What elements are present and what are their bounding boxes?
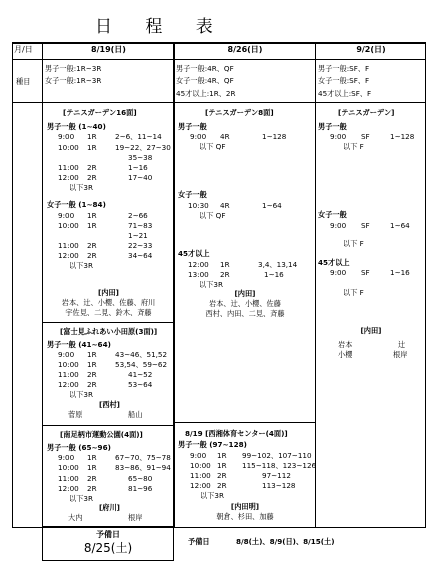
reserve-note-dates: 8/8(土)、8/9(日)、8/15(土): [236, 537, 335, 546]
time-cell: 12:00: [58, 251, 79, 260]
round-cell: 2R: [87, 484, 97, 493]
followup-note: 以下3R: [69, 494, 93, 503]
event-col3-3: 45才以上:SF、F: [318, 89, 372, 98]
staff-names: 宇佐見、二見、鈴木、斉藤: [65, 308, 152, 317]
venue-heading: [テニスガーデン]: [338, 108, 395, 117]
time-cell: 11:00: [58, 241, 79, 250]
staff-name: 菅原: [68, 410, 83, 419]
draw-cell: 97~112: [262, 471, 291, 480]
draw-cell: 53,54、59~62: [115, 360, 168, 369]
reserve-day-label: 予備日: [96, 530, 120, 539]
draw-cell: 2~66: [128, 211, 148, 220]
reserve-day-date: 8/25(土): [83, 541, 133, 555]
draw-cell: 1~64: [262, 201, 282, 210]
draw-cell: 1~21: [128, 231, 148, 240]
time-cell: 12:00: [58, 380, 79, 389]
header-divider: [12, 59, 426, 60]
table-top-border: [12, 42, 426, 44]
draw-cell: 19~22、27~30: [115, 143, 171, 152]
followup-note: 以下 F: [343, 142, 364, 151]
round-cell: 1R: [220, 260, 230, 269]
time-cell: 9:00: [58, 453, 75, 462]
time-cell: 10:00: [58, 221, 79, 230]
followup-note: 以下 QF: [199, 211, 226, 220]
round-cell: 4R: [220, 132, 230, 141]
column-divider-2: [315, 42, 316, 527]
round-cell: 1R: [87, 453, 97, 462]
draw-cell: 35~38: [128, 153, 153, 162]
reserve-day-box: [42, 526, 174, 561]
staff-label: [内田]: [360, 326, 382, 335]
event-col2-2: 女子一般:4R、QF: [176, 76, 234, 85]
draw-cell: 1~16: [390, 268, 410, 277]
round-cell: SF: [361, 132, 370, 141]
followup-note: 以下3R: [69, 390, 93, 399]
staff-name: 辻: [398, 340, 406, 349]
time-cell: 11:00: [58, 474, 79, 483]
staff-name: 岩本: [338, 340, 353, 349]
draw-cell: 1~128: [262, 132, 287, 141]
draw-cell: 41~52: [128, 370, 153, 379]
draw-cell: 1~16: [264, 270, 284, 279]
draw-cell: 81~96: [128, 484, 153, 493]
time-cell: 9:00: [190, 451, 207, 460]
staff-names: 岩本、辻、小櫻、佐藤: [209, 299, 281, 308]
category-heading: 男子一般 (97~128): [178, 440, 247, 449]
section-divider: [43, 322, 173, 323]
round-cell: SF: [361, 221, 370, 230]
draw-cell: 115~118、123~126: [242, 461, 317, 470]
staff-name: 大内: [68, 513, 83, 522]
time-cell: 9:00: [190, 132, 207, 141]
time-cell: 11:00: [190, 471, 211, 480]
round-cell: SF: [361, 268, 370, 277]
column-divider-1: [173, 42, 175, 527]
round-cell: 1R: [87, 221, 97, 230]
venue-heading: [テニスガーデン16面]: [63, 108, 137, 117]
time-cell: 13:00: [188, 270, 209, 279]
staff-label: [西村]: [99, 400, 120, 409]
reserve-note-label: 予備日: [188, 537, 210, 546]
round-cell: 2R: [87, 380, 97, 389]
events-label: 種目: [16, 77, 31, 86]
time-cell: 11:00: [58, 163, 79, 172]
page-title: 日 程 表: [95, 17, 227, 37]
venue-heading: 8/19 [西湘体育センター(4面)]: [185, 429, 288, 438]
event-col1-2: 女子一般:1R~3R: [45, 76, 102, 85]
date-header-3: 9/2(日): [356, 45, 386, 54]
time-cell: 12:00: [190, 481, 211, 490]
staff-label: [内田]: [98, 288, 119, 297]
table-right-border: [425, 42, 426, 527]
draw-cell: 43~46、51,52: [115, 350, 168, 359]
time-cell: 9:00: [58, 350, 75, 359]
draw-cell: 71~83: [128, 221, 153, 230]
round-cell: 1R: [217, 461, 227, 470]
round-cell: 1R: [87, 132, 97, 141]
round-cell: 1R: [87, 211, 97, 220]
event-col2-3: 45才以上:1R、2R: [176, 89, 236, 98]
followup-note: 以下3R: [199, 280, 223, 289]
time-cell: 10:00: [58, 143, 79, 152]
draw-cell: 2~6、11~14: [115, 132, 162, 141]
round-cell: 1R: [87, 143, 97, 152]
label-column-divider: [42, 42, 43, 527]
followup-note: 以下 QF: [199, 142, 226, 151]
staff-label: [府川]: [99, 503, 120, 512]
section-divider: [43, 425, 173, 426]
event-col3-2: 女子一般:SF、F: [318, 76, 370, 85]
draw-cell: 113~128: [262, 481, 296, 490]
draw-cell: 65~80: [128, 474, 153, 483]
round-cell: 2R: [87, 474, 97, 483]
category-heading: 女子一般: [318, 210, 347, 219]
staff-name: 小櫻: [338, 350, 353, 359]
followup-note: 以下3R: [69, 183, 93, 192]
event-col3-1: 男子一般:SF、F: [318, 64, 370, 73]
round-cell: 2R: [217, 481, 227, 490]
staff-names: 西村、内田、二見、斉藤: [205, 309, 285, 318]
staff-name: 根岸: [393, 350, 408, 359]
draw-cell: 34~64: [128, 251, 153, 260]
round-cell: 2R: [87, 173, 97, 182]
date-header-2: 8/26(日): [227, 45, 263, 54]
time-cell: 9:00: [330, 268, 347, 277]
round-cell: 1R: [87, 360, 97, 369]
draw-cell: 67~70、75~78: [115, 453, 171, 462]
time-cell: 12:00: [188, 260, 209, 269]
staff-label: [内田]: [234, 289, 256, 298]
category-heading: 男子一般 (65~96): [47, 443, 111, 452]
category-heading: 女子一般: [178, 190, 207, 199]
table-left-border: [12, 42, 13, 527]
time-cell: 9:00: [58, 211, 75, 220]
category-heading: 男子一般 (1~40): [47, 122, 106, 131]
events-divider: [12, 102, 426, 103]
category-heading: 男子一般 (41~64): [47, 340, 111, 349]
section-divider: [174, 422, 315, 423]
event-col1-1: 男子一般:1R~3R: [45, 64, 102, 73]
corner-label: 月/日: [14, 45, 33, 54]
staff-names: 岩本、辻、小櫻、佐藤、府川: [61, 298, 156, 307]
date-header-1: 8/19(日): [91, 45, 126, 54]
time-cell: 11:00: [58, 370, 79, 379]
category-heading: 男子一般: [178, 122, 207, 131]
time-cell: 10:00: [58, 360, 79, 369]
round-cell: 2R: [87, 163, 97, 172]
time-cell: 10:00: [58, 463, 79, 472]
venue-heading: [富士見ふれあい小田原(3面)]: [60, 327, 158, 336]
round-cell: 2R: [220, 270, 230, 279]
time-cell: 10:30: [188, 201, 209, 210]
event-col2-1: 男子一般:4R、QF: [176, 64, 234, 73]
staff-name: 根岸: [128, 513, 143, 522]
staff-label: [内田明]: [230, 502, 260, 511]
time-cell: 12:00: [58, 484, 79, 493]
draw-cell: 1~64: [390, 221, 410, 230]
round-cell: 2R: [87, 241, 97, 250]
time-cell: 9:00: [330, 132, 347, 141]
staff-name: 船山: [128, 410, 143, 419]
round-cell: 4R: [220, 201, 230, 210]
draw-cell: 99~102、107~110: [242, 451, 312, 460]
category-heading: 45才以上: [318, 258, 350, 267]
round-cell: 2R: [87, 370, 97, 379]
venue-heading: [南足柄市運動公園(4面)]: [60, 430, 143, 439]
followup-note: 以下3R: [69, 261, 93, 270]
followup-note: 以下 F: [343, 239, 364, 248]
round-cell: 2R: [87, 251, 97, 260]
time-cell: 9:00: [330, 221, 347, 230]
followup-note: 以下3R: [200, 491, 224, 500]
time-cell: 9:00: [58, 132, 75, 141]
draw-cell: 1~16: [128, 163, 148, 172]
category-heading: 女子一般 (1~84): [47, 200, 106, 209]
draw-cell: 83~86、91~94: [115, 463, 171, 472]
draw-cell: 17~40: [128, 173, 153, 182]
draw-cell: 53~64: [128, 380, 153, 389]
time-cell: 10:00: [190, 461, 211, 470]
round-cell: 1R: [217, 451, 227, 460]
round-cell: 1R: [87, 350, 97, 359]
draw-cell: 22~33: [128, 241, 153, 250]
round-cell: 2R: [217, 471, 227, 480]
category-heading: 男子一般: [318, 122, 347, 131]
staff-names: 朝倉、杉田、加藤: [216, 512, 274, 521]
followup-note: 以下 F: [343, 288, 364, 297]
round-cell: 1R: [87, 463, 97, 472]
category-heading: 45才以上: [178, 249, 210, 258]
time-cell: 12:00: [58, 173, 79, 182]
draw-cell: 3,4、13,14: [258, 260, 298, 269]
draw-cell: 1~128: [390, 132, 415, 141]
venue-heading: [テニスガーデン8面]: [205, 108, 274, 117]
